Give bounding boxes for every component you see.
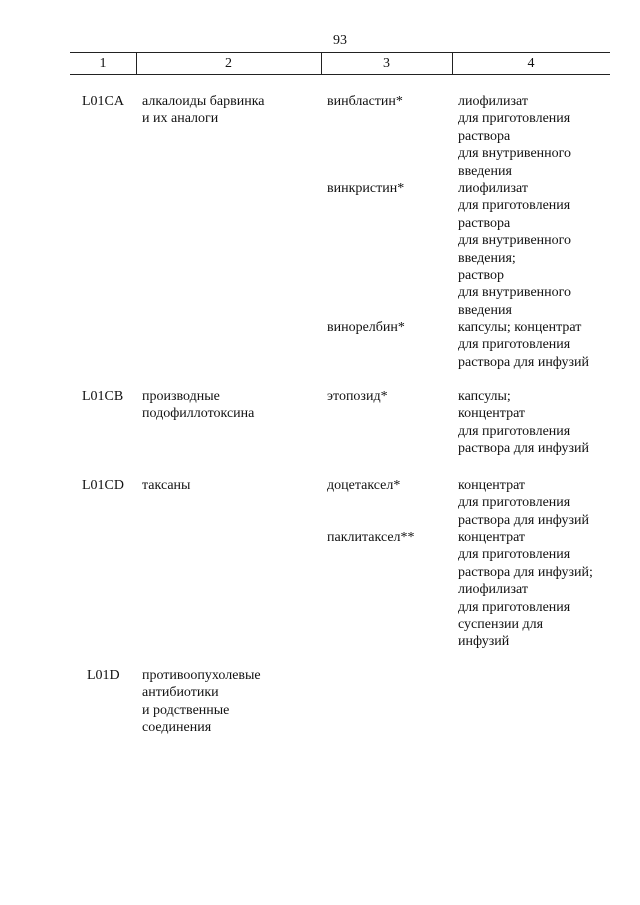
atc-code: L01CB: [82, 389, 124, 404]
drug-name: винкристин*: [327, 181, 405, 196]
group-name: противоопухолевые антибиотики и родственные соединения: [142, 668, 261, 736]
column-header-2: 2: [225, 56, 232, 71]
drug-name: винбластин*: [327, 94, 403, 109]
atc-code: L01CA: [82, 94, 124, 109]
column-header-1: 1: [99, 56, 107, 71]
drug-name: доцетаксел*: [327, 478, 401, 493]
dosage-form: лиофилизат для приготовления раствора для внутривенного введения: [458, 94, 572, 179]
atc-code: L01CD: [82, 478, 124, 493]
dosage-form: лиофилизат для приготовления раствора для внутривенного введения; раствор для внутривенного введения: [458, 181, 572, 318]
drug-name: паклитаксел**: [327, 530, 415, 545]
drug-name: винорелбин*: [327, 320, 405, 335]
column-header-4: 4: [527, 56, 535, 71]
dosage-form: концентрат для приготовления раствора для инфузий: [458, 478, 590, 528]
dosage-form: концентрат для приготовления раствора для инфузий; лиофилизат для приготовления суспензии для инфузий: [458, 530, 593, 650]
dosage-form: капсулы; концентрат для приготовления раствора для инфузий: [458, 389, 590, 457]
group-name: таксаны: [142, 478, 191, 493]
group-name: алкалоиды барвинка и их аналоги: [142, 94, 265, 127]
drug-name: этопозид*: [327, 389, 388, 404]
dosage-form: капсулы; концентрат для приготовления раствора для инфузий: [458, 320, 590, 370]
page-number: 93: [333, 33, 347, 48]
atc-code: L01D: [87, 668, 120, 683]
column-header-3: 3: [383, 56, 390, 71]
group-name: производные подофиллотоксина: [142, 389, 255, 422]
column-header-row: [70, 52, 610, 75]
